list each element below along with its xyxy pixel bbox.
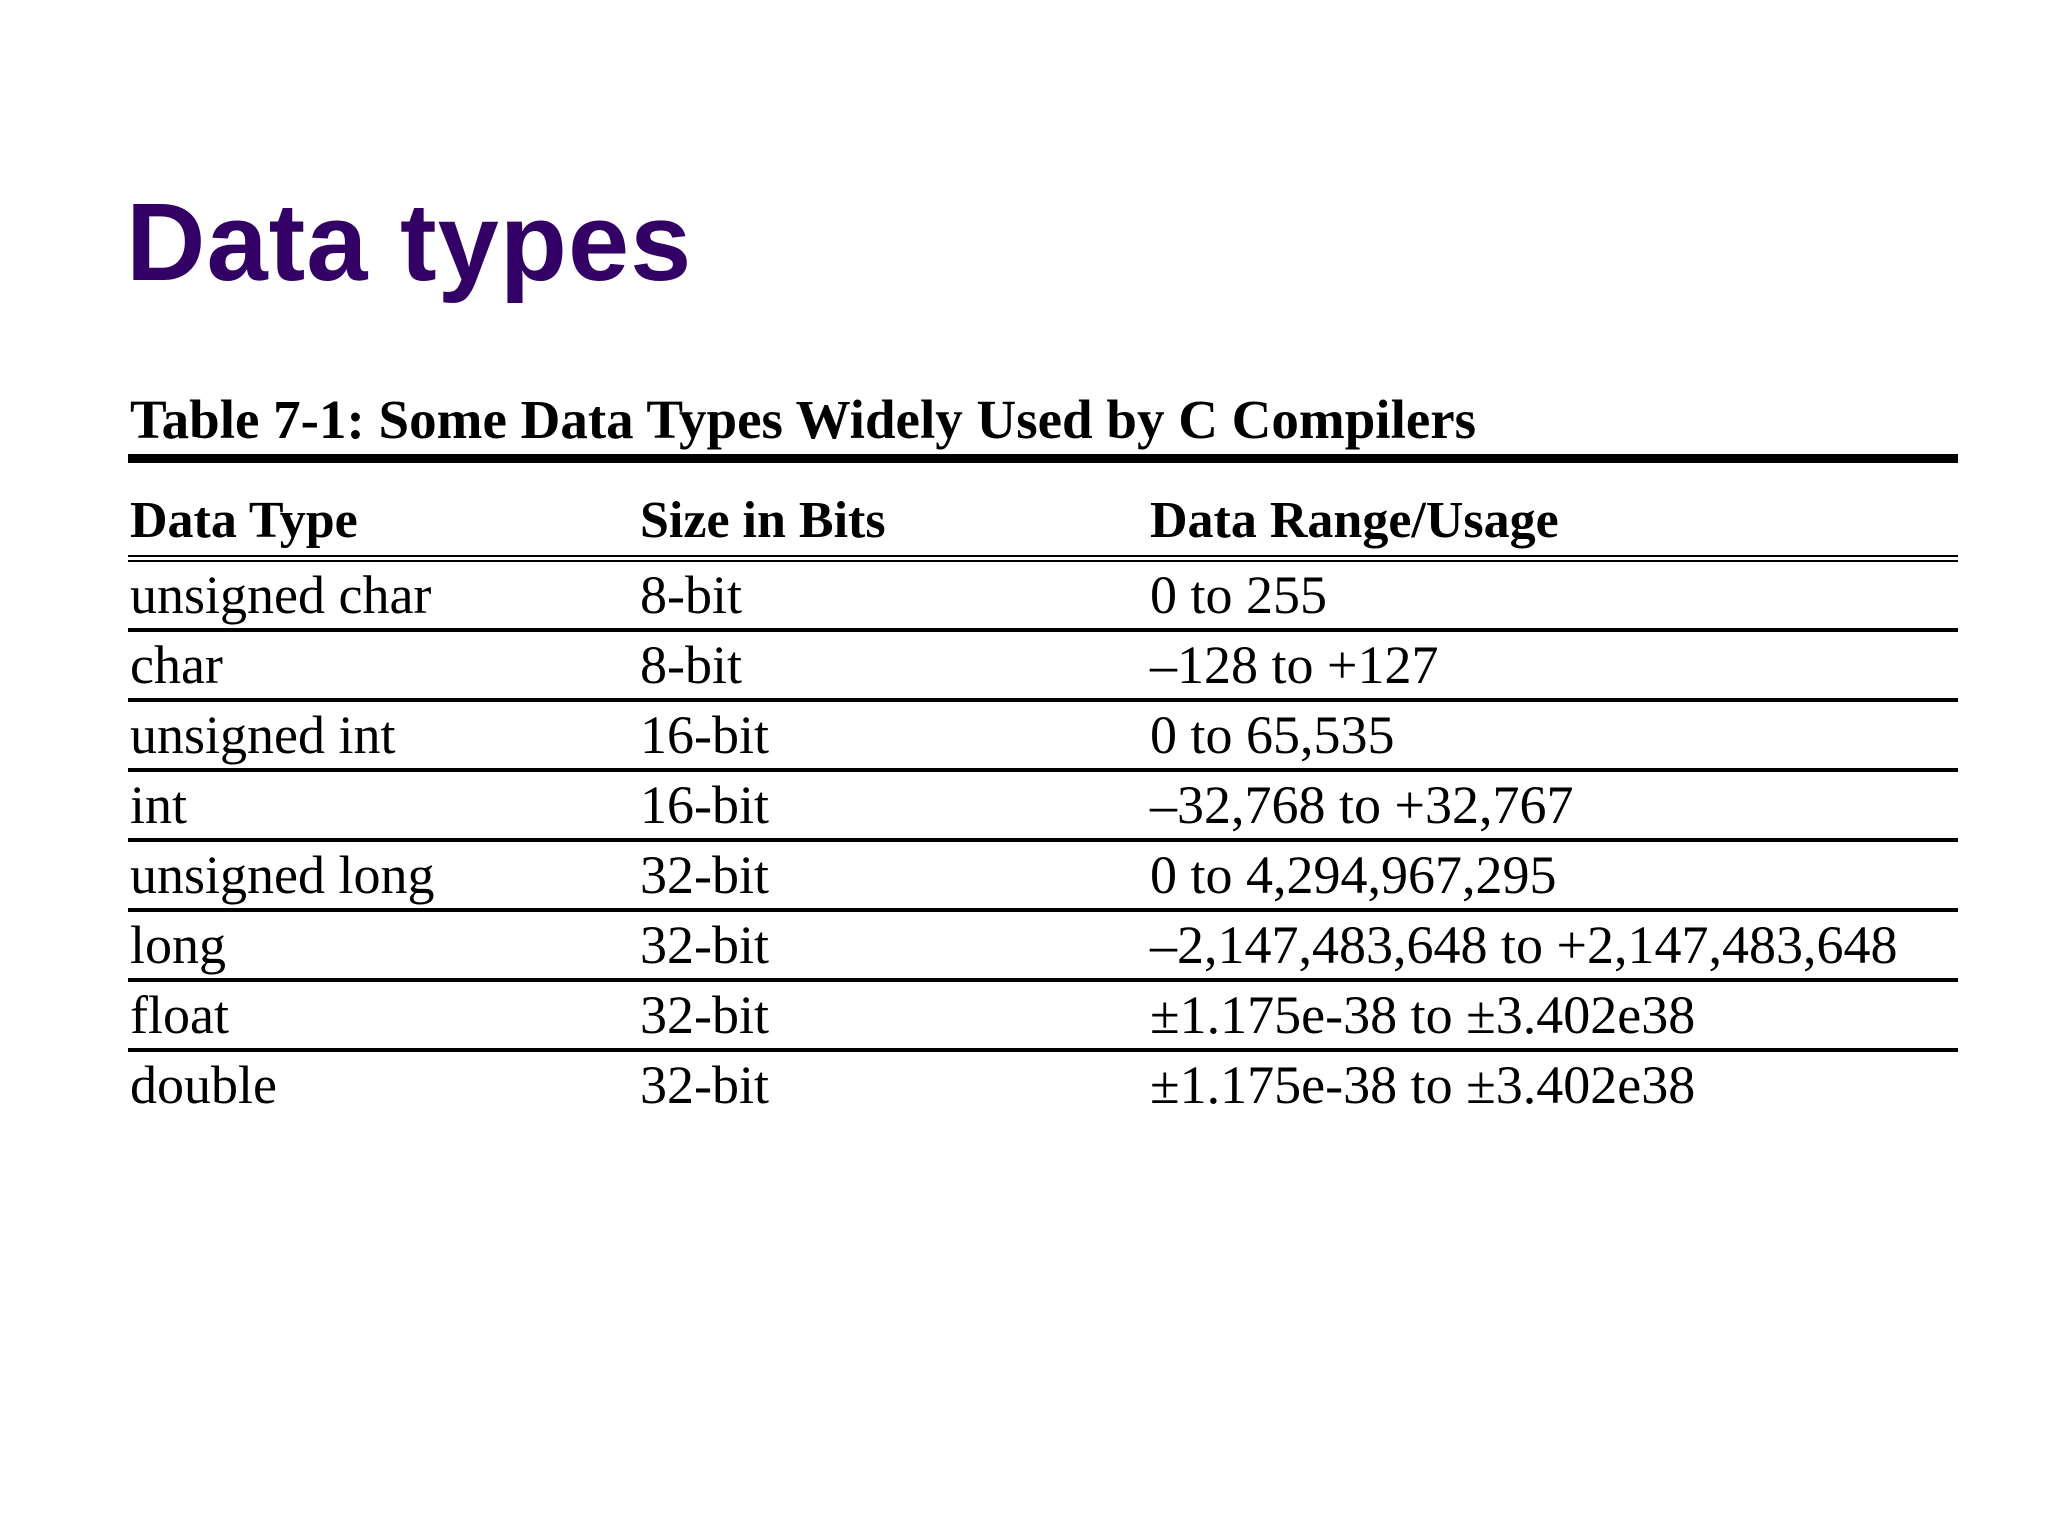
- cell-data-type: unsigned long: [128, 840, 638, 910]
- cell-size: 8-bit: [638, 559, 1148, 631]
- cell-range: –128 to +127: [1148, 630, 1958, 700]
- table-row: [128, 1050, 1958, 1118]
- header-data-type: Data Type: [128, 491, 638, 559]
- cell-range: ±1.175e-38 to ±3.402e38: [1148, 980, 1958, 1050]
- cell-size: 16-bit: [638, 700, 1148, 770]
- data-types-table: [128, 491, 1958, 1118]
- cell-data-type: int: [128, 770, 638, 840]
- slide-title: Data types: [126, 181, 693, 304]
- header-size-in-bits: Size in Bits: [638, 491, 1148, 559]
- cell-size: 8-bit: [638, 630, 1148, 700]
- table-caption: Table 7-1: Some Data Types Widely Used by C Compilers: [130, 389, 1477, 450]
- cell-range: –2,147,483,648 to +2,147,483,648: [1148, 910, 1958, 980]
- table-row: [128, 840, 1958, 910]
- cell-data-type: char: [128, 630, 638, 700]
- cell-range: ±1.175e-38 to ±3.402e38: [1150, 1055, 1696, 1115]
- table-row: [128, 910, 1958, 980]
- table-row: [128, 559, 1958, 631]
- table-row: [128, 630, 1958, 700]
- table-header-row: [128, 491, 1958, 559]
- cell-range: 0 to 65,535: [1148, 700, 1958, 770]
- table-row: [128, 980, 1958, 1050]
- cell-range: –32,768 to +32,767: [1148, 770, 1958, 840]
- table-figure: [128, 388, 1958, 1118]
- cell-size: 32-bit: [640, 1055, 769, 1115]
- cell-data-type: double: [130, 1055, 277, 1115]
- table-row: [128, 770, 1958, 840]
- header-data-range: Data Range/Usage: [1148, 491, 1958, 559]
- cell-size: 32-bit: [638, 910, 1148, 980]
- cell-range: 0 to 4,294,967,295: [1148, 840, 1958, 910]
- cell-data-type: unsigned char: [128, 559, 638, 631]
- cell-data-type: long: [128, 910, 638, 980]
- cell-size: 32-bit: [638, 980, 1148, 1050]
- cell-size: 32-bit: [638, 840, 1148, 910]
- cell-data-type: float: [128, 980, 638, 1050]
- cell-size: 16-bit: [638, 770, 1148, 840]
- cell-data-type: unsigned int: [128, 700, 638, 770]
- caption-rule: [128, 454, 1958, 463]
- table-row: [128, 700, 1958, 770]
- cell-range: 0 to 255: [1148, 559, 1958, 631]
